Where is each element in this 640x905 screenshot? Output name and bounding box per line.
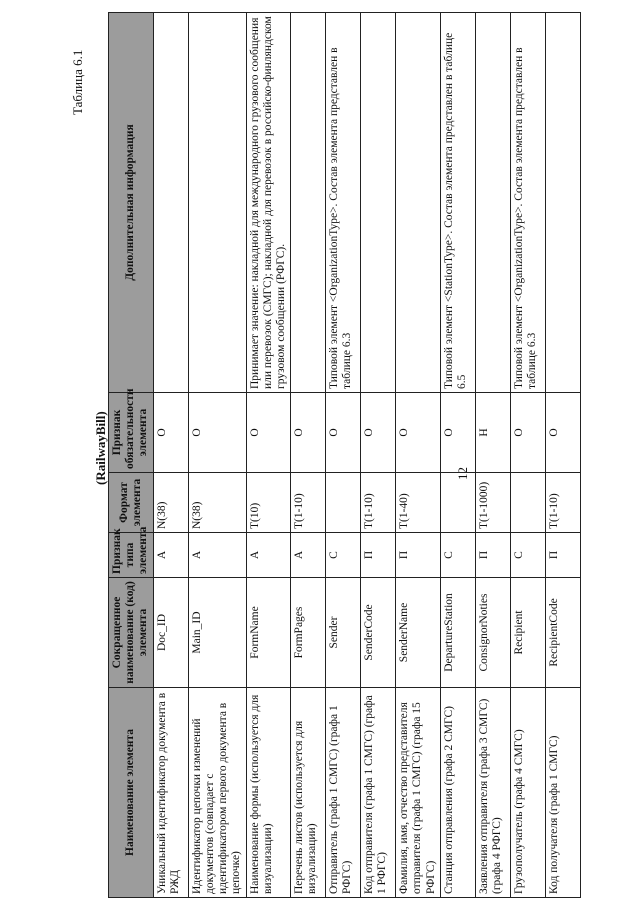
cell-format: T(1-40) (396, 473, 441, 533)
table-row (291, 13, 326, 898)
cell-code: FormName (246, 578, 291, 688)
cell-code: RecipientCode (545, 578, 580, 688)
cell-name: Грузополучатель (графа 4 СМГС) (510, 688, 545, 898)
cell-format: T(10) (246, 473, 291, 533)
cell-type: П (545, 533, 580, 578)
cell-required: О (188, 393, 246, 473)
table-row (361, 13, 396, 898)
cell-name: Перечень листов (используется для визуализации) (291, 688, 326, 898)
cell-type: А (188, 533, 246, 578)
cell-code: SenderName (396, 578, 441, 688)
cell-info (361, 13, 396, 393)
cell-format: T(1-10) (545, 473, 580, 533)
cell-required: О (510, 393, 545, 473)
cell-info (291, 13, 326, 393)
table-row (545, 13, 580, 898)
header-code: Сокращенное наименование (код) элемента (109, 578, 154, 688)
cell-code: Recipient (510, 578, 545, 688)
header-type: Признак типа элемента (109, 533, 154, 578)
table-row (188, 13, 246, 898)
cell-required: О (545, 393, 580, 473)
table-caption: Таблица 6.1 (70, 49, 85, 115)
table-row (440, 13, 475, 898)
cell-code: SenderCode (361, 578, 396, 688)
cell-type: П (396, 533, 441, 578)
cell-info (153, 13, 188, 393)
cell-name: Код получателя (графа 1 СМГС) (545, 688, 580, 898)
cell-format: T(1-10) (361, 473, 396, 533)
cell-info: Типовой элемент <OrganizationType>. Состав элемента представлен в таблице 6.3 (326, 13, 361, 393)
cell-required: О (246, 393, 291, 473)
cell-code: Doc_ID (153, 578, 188, 688)
cell-format: T(1-10) (291, 473, 326, 533)
cell-required: О (153, 393, 188, 473)
header-info: Дополнительная информация (109, 13, 154, 393)
table-row (153, 13, 188, 898)
page-number: 12 (455, 467, 470, 480)
cell-format (440, 473, 475, 533)
cell-type: С (326, 533, 361, 578)
table-title: (RailwayBill) (93, 411, 108, 485)
elements-table (108, 12, 581, 898)
header-format: Формат элемента (109, 473, 154, 533)
cell-name: Наименование формы (используется для визуализации) (246, 688, 291, 898)
cell-info: Типовой элемент <StationType>. Состав элемента представлен в таблице 6.5 (440, 13, 475, 393)
cell-info (545, 13, 580, 393)
cell-type: П (475, 533, 510, 578)
table-row (246, 13, 291, 898)
cell-type: П (361, 533, 396, 578)
cell-format: N(38) (188, 473, 246, 533)
table-header-row (109, 13, 154, 898)
cell-info: Принимает значение: накладной для международного грузового сообщения или перевозок (СМГС); накладной для перевозок в российско-финляндском грузовом сообщении (РФГС). (246, 13, 291, 393)
table-row (510, 13, 545, 898)
cell-format (326, 473, 361, 533)
cell-info (475, 13, 510, 393)
cell-required: О (396, 393, 441, 473)
table-row (326, 13, 361, 898)
table-row (396, 13, 441, 898)
cell-code: FormPages (291, 578, 326, 688)
cell-name: Фамилия, имя, отчество представителя отправителя (графа 1 СМГС) (графа 15 РФГС) (396, 688, 441, 898)
table-row (475, 13, 510, 898)
cell-name: Идентификатор цепочки изменений документов (совпадает с идентификатором первого документа в цепочке) (188, 688, 246, 898)
header-required: Признак обязательности элемента (109, 393, 154, 473)
cell-required: О (291, 393, 326, 473)
cell-code: DepartureStation (440, 578, 475, 688)
cell-type: С (440, 533, 475, 578)
cell-info (188, 13, 246, 393)
cell-type: А (246, 533, 291, 578)
cell-code: Sender (326, 578, 361, 688)
cell-type: С (510, 533, 545, 578)
cell-type: А (153, 533, 188, 578)
cell-name: Уникальный идентификатор документа в РЖД (153, 688, 188, 898)
cell-format: N(38) (153, 473, 188, 533)
cell-name: Заявления отправителя (графа 3 СМГС) (графа 4 РФГС) (475, 688, 510, 898)
cell-format (510, 473, 545, 533)
cell-name: Станция отправления (графа 2 СМГС) (440, 688, 475, 898)
cell-info: Типовой элемент <OrganizationType>. Состав элемента представлен в таблице 6.3 (510, 13, 545, 393)
cell-code: Main_ID (188, 578, 246, 688)
cell-required: Н (475, 393, 510, 473)
cell-info (396, 13, 441, 393)
cell-type: А (291, 533, 326, 578)
cell-required: О (326, 393, 361, 473)
cell-format: T(1-1000) (475, 473, 510, 533)
cell-code: ConsignorNoties (475, 578, 510, 688)
cell-required: О (440, 393, 475, 473)
cell-required: О (361, 393, 396, 473)
cell-name: Код отправителя (графа 1 СМГС) (графа 1 РФГС) (361, 688, 396, 898)
header-name: Наименование элемента (109, 688, 154, 898)
cell-name: Отправитель (графа 1 СМГС) (графа 1 РФГС) (326, 688, 361, 898)
